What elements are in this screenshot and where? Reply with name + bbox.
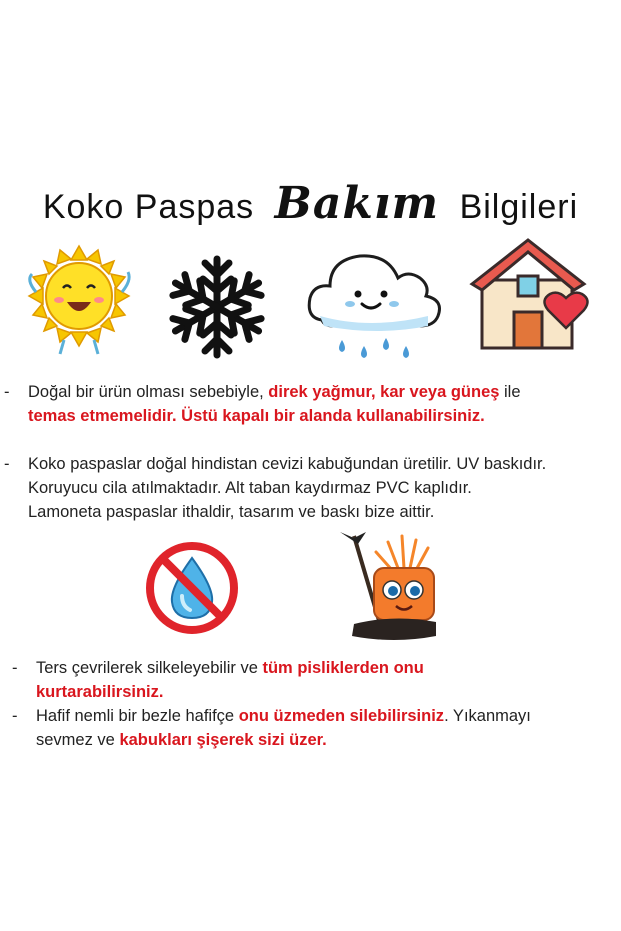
bullet-highlight: kurtarabilirsiniz.: [36, 683, 164, 701]
bullet-weather: [4, 380, 608, 428]
bullet-material: [4, 452, 618, 524]
bullet-highlight: temas etmemelidir. Üstü kapalı bir alanda kullanabilirsiniz.: [28, 407, 485, 425]
bullet-text: . Yıkanmayı: [444, 707, 531, 725]
bullet-dash: -: [12, 707, 18, 725]
bullet-text: Koruyucu cila atılmaktadır. Alt taban kaydırmaz PVC kaplıdır.: [28, 479, 472, 497]
bullet-dash: -: [12, 659, 18, 677]
bullet-dash: -: [4, 383, 10, 401]
title-emphasis: Bakım: [274, 178, 440, 229]
bullet-clean: [12, 704, 606, 752]
bullet-shake: [12, 656, 606, 704]
bullet-dash: -: [4, 455, 10, 473]
bullet-text: Koko paspaslar doğal hindistan cevizi kabuğundan üretilir. UV baskıdır.: [28, 455, 547, 473]
bullet-text: Lamoneta paspaslar ithaldir, tasarım ve baskı bize aittir.: [28, 503, 435, 521]
bullet-text: ile: [499, 383, 521, 401]
no-water-icon: [144, 540, 240, 636]
title-suffix: Bilgileri: [459, 188, 579, 226]
title-prefix: Koko Paspas: [42, 188, 255, 226]
bullet-text: sevmez ve: [36, 731, 120, 749]
bullet-text: Hafif nemli bir bezle hafifçe: [36, 707, 239, 725]
snowflake-icon: [162, 252, 272, 362]
bullet-highlight: kabukları şişerek sizi üzer.: [119, 731, 327, 749]
bullet-highlight: direk yağmur, kar veya güneş: [268, 383, 500, 401]
broom-mascot-icon: [330, 528, 450, 646]
bullet-highlight: tüm pisliklerden onu: [262, 659, 424, 677]
bullet-text: Doğal bir ürün olması sebebiyle,: [28, 383, 269, 401]
house-heart-icon: [468, 236, 592, 356]
page-title: [0, 178, 621, 229]
bullet-highlight: onu üzmeden silebilirsiniz: [238, 707, 445, 725]
bullet-text: Ters çevrilerek silkeleyebilir ve: [36, 659, 263, 677]
sun-icon: [14, 244, 144, 359]
rain-cloud-icon: [302, 242, 442, 370]
